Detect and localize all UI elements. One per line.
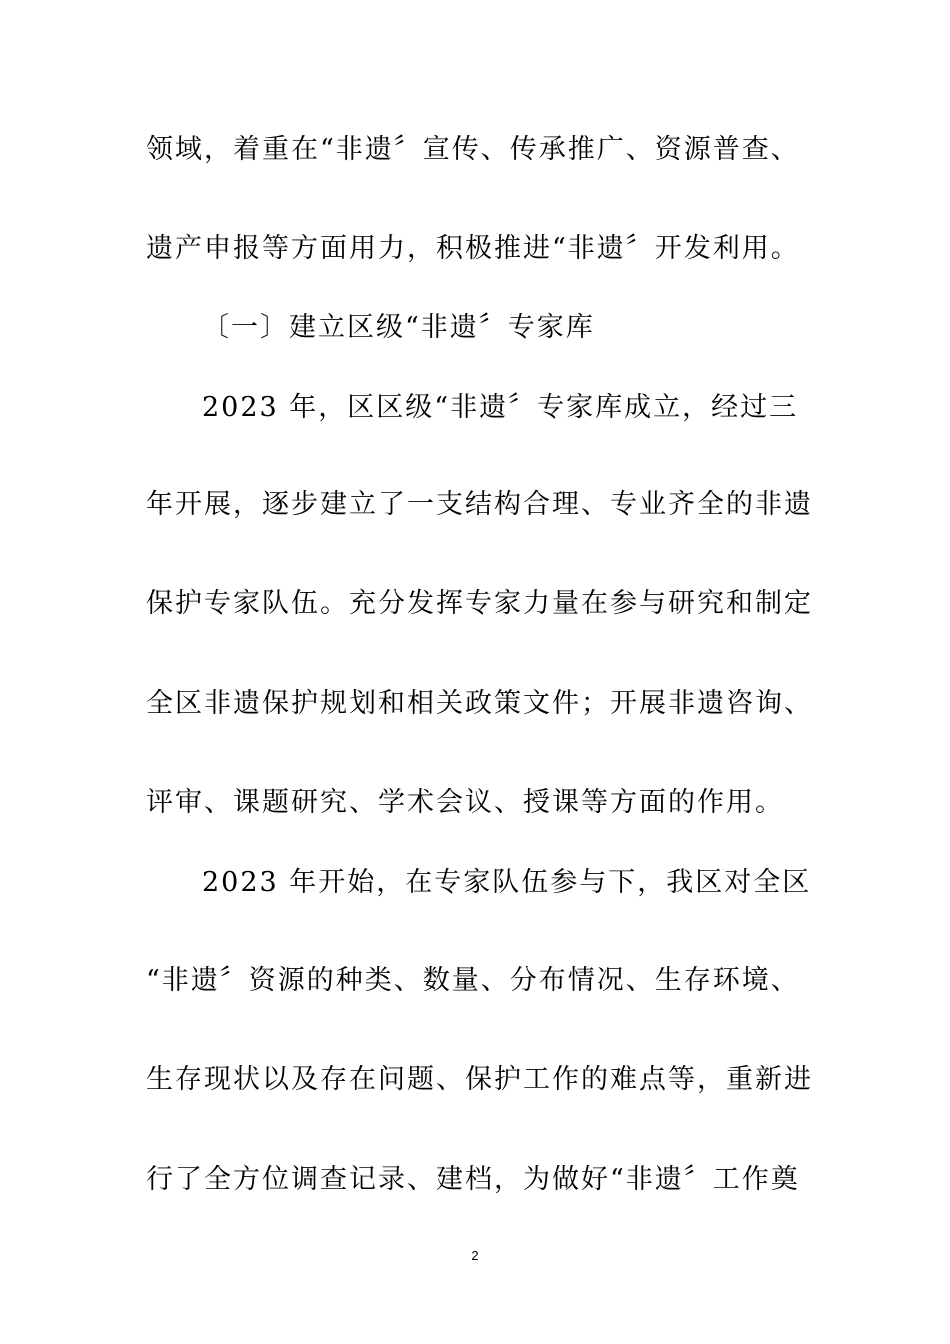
text-line: 领域，着重在“非遗〞宣传、传承推广、资源普查、 bbox=[146, 134, 800, 165]
text-line: 2023 年开始，在专家队伍参与下，我区对全区 bbox=[202, 867, 812, 898]
text-line: 2023 年，区区级“非遗〞专家库成立，经过三 bbox=[202, 392, 799, 423]
text-line: 行了全方位调查记录、建档，为做好“非遗〞工作奠 bbox=[146, 1164, 800, 1195]
text-line: 全区非遗保护规划和相关政策文件；开展非遗咨询、 bbox=[146, 688, 813, 719]
text-line: 生存现状以及存在问题、保护工作的难点等，重新进 bbox=[146, 1064, 813, 1095]
text-line: 年开展，逐步建立了一支结构合理、专业齐全的非遗 bbox=[146, 489, 813, 520]
section-heading: 〔一〕建立区级“非遗〞专家库 bbox=[202, 312, 595, 343]
text-line: 遗产申报等方面用力，积极推进“非遗〞开发利用。 bbox=[146, 233, 800, 264]
text-line: 评审、课题研究、学术会议、授课等方面的作用。 bbox=[146, 787, 784, 818]
text-line: 保护专家队伍。充分发挥专家力量在参与研究和制定 bbox=[146, 588, 813, 619]
text-line: “非遗〞资源的种类、数量、分布情况、生存环境、 bbox=[146, 965, 800, 996]
page-number: 2 bbox=[471, 1248, 479, 1263]
